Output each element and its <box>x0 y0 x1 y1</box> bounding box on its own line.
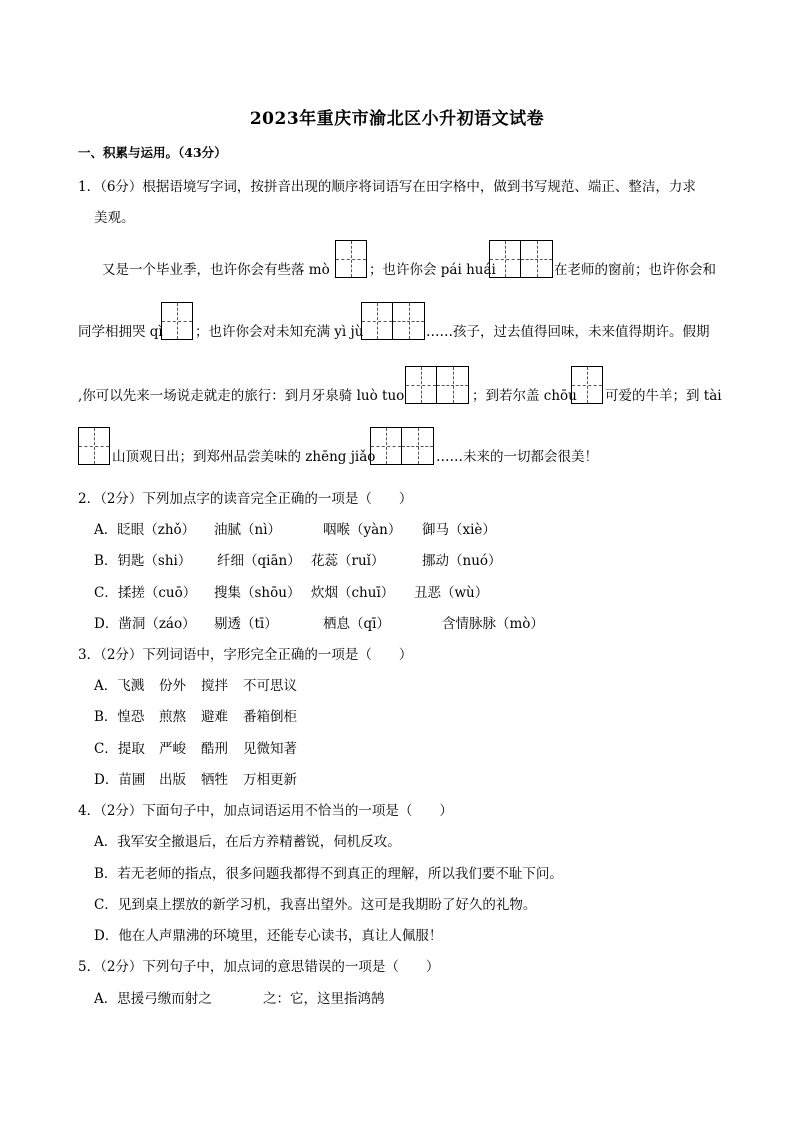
section-heading: 一、积累与运用。（43分） <box>78 145 227 160</box>
page-title: 2023年重庆市渝北区小升初语文试卷 <box>249 109 545 129</box>
q1-row3-text-1: ,你可以先来一场说走就走的旅行：到月牙泉骑 luò tuo <box>78 388 405 404</box>
answer-grid-luotuo[interactable] <box>405 366 469 404</box>
q3-option-b: B．惶恐 <box>94 709 145 725</box>
q2-option-c-2: 搜集（shōu） <box>214 585 301 601</box>
tianzige-cell[interactable] <box>161 302 193 340</box>
answer-grid-paihuai[interactable] <box>489 240 553 278</box>
answer-grid-tai[interactable] <box>78 427 110 465</box>
q1-stem: 1．（6分）根据语境写字词，按拼音出现的顺序将词语写在田字格中，做到书写规范、端正、整洁，力求 <box>78 179 696 195</box>
tianzige-cell[interactable] <box>78 427 110 465</box>
tianzige-cell[interactable] <box>521 240 553 278</box>
tianzige-cell[interactable] <box>393 302 425 340</box>
q3-option-c-4: 见微知著 <box>243 741 297 757</box>
q4-option-c: C．见到桌上摆放的新学习机，我喜出望外。这可是我期盼了好久的礼物。 <box>94 897 537 913</box>
q2-option-d-3: 栖息（qī） <box>323 616 390 632</box>
q5-option-a-gloss: 之：它，这里指鸿鹄 <box>263 991 385 1007</box>
q3-option-b-2: 煎熬 <box>159 709 186 725</box>
q2-stem: 2．（2分）下列加点字的读音完全正确的一项是（ ） <box>78 491 413 507</box>
q1-row4-text-1: 山顶观日出；到郑州品尝美味的 zhēng jiǎo <box>112 449 376 465</box>
q1-row4-text-2: ……未来的一切都会很美！ <box>436 449 598 465</box>
q3-option-a-4: 不可思议 <box>243 678 297 694</box>
q2-option-c: C．揉搓（cuō） <box>94 585 197 601</box>
q1-row3-text-2: ；到若尔盖 chōu <box>472 388 577 404</box>
q1-row1-text-3: 在老师的窗前；也许你会和 <box>554 262 716 278</box>
q1-row3-text-3: 可爱的牛羊；到 tài <box>605 388 722 404</box>
answer-grid-chou[interactable] <box>571 366 603 404</box>
q4-stem: 4．（2分）下面句子中，加点词语运用不恰当的一项是（ ） <box>78 803 453 819</box>
q3-option-a: A．飞溅 <box>94 678 145 694</box>
q2-option-a-3: 咽喉（yàn） <box>323 522 402 538</box>
q2-option-b-3: 花蕊（ruǐ） <box>311 553 385 569</box>
tianzige-cell[interactable] <box>370 427 402 465</box>
tianzige-cell[interactable] <box>571 366 603 404</box>
q3-option-c-3: 酷刑 <box>201 741 228 757</box>
q3-stem: 3．（2分）下列词语中，字形完全正确的一项是（ ） <box>78 647 413 663</box>
q1-row2-text-2: ；也许你会对未知充满 yì jù <box>195 324 364 340</box>
q3-option-d-4: 万相更新 <box>243 772 297 788</box>
q3-option-d: D．苗圃 <box>94 772 146 788</box>
q2-option-b: B．钥匙（shi） <box>94 553 192 569</box>
q3-option-c: C．提取 <box>94 741 145 757</box>
answer-grid-yiju[interactable] <box>361 302 425 340</box>
q5-option-a: A．思援弓缴而射之 <box>94 991 212 1007</box>
answer-grid-zhengjiao[interactable] <box>370 427 434 465</box>
q3-option-d-3: 牺牲 <box>201 772 228 788</box>
tianzige-cell[interactable] <box>437 366 469 404</box>
tianzige-cell[interactable] <box>402 427 434 465</box>
q1-row-1 <box>78 240 738 282</box>
q1-row-4 <box>78 427 738 469</box>
q2-option-b-4: 挪动（nuó） <box>422 553 502 569</box>
q2-option-b-2: 纤细（qiān） <box>217 553 301 569</box>
q3-option-a-2: 份外 <box>159 678 186 694</box>
q1-stem-cont: 美观。 <box>94 210 135 226</box>
q1-row1-text-2: ；也许你会 pái huái <box>369 262 496 278</box>
tianzige-cell[interactable] <box>489 240 521 278</box>
q2-option-c-4: 丑恶（wù） <box>414 585 489 601</box>
q2-option-a: A．眨眼（zhǒ） <box>94 522 196 538</box>
q2-option-d: D．凿洞（záo） <box>94 616 196 632</box>
q1-row2-text-3: ……孩子，过去值得回味，未来值得期许。假期 <box>426 324 710 340</box>
q3-option-b-3: 避难 <box>201 709 228 725</box>
q2-option-c-3: 炊烟（chuī） <box>311 585 395 601</box>
q4-option-d: D．他在人声鼎沸的环境里，还能专心读书，真让人佩服！ <box>94 928 443 944</box>
q1-row-2 <box>78 302 738 344</box>
answer-grid-qi[interactable] <box>161 302 193 340</box>
q4-option-b: B．若无老师的指点，很多问题我都得不到真正的理解，所以我们要不耻下问。 <box>94 866 563 882</box>
answer-grid-mo[interactable] <box>335 240 367 278</box>
q3-option-a-3: 搅拌 <box>201 678 228 694</box>
q2-option-d-2: 剔透（tī） <box>214 616 278 632</box>
tianzige-cell[interactable] <box>335 240 367 278</box>
q3-option-b-4: 番箱倒柜 <box>243 709 297 725</box>
q5-stem: 5．（2分）下列句子中，加点词的意思错误的一项是（ ） <box>78 959 440 975</box>
tianzige-cell[interactable] <box>405 366 437 404</box>
tianzige-cell[interactable] <box>361 302 393 340</box>
q2-option-a-4: 御马（xiè） <box>422 522 496 538</box>
q2-option-a-2: 油腻（nì） <box>214 522 282 538</box>
q1-row-3 <box>78 366 738 408</box>
q2-option-d-4: 含情脉脉（mò） <box>442 616 544 632</box>
q1-row1-text-1: 又是一个毕业季，也许你会有些落 mò <box>102 262 330 278</box>
q3-option-c-2: 严峻 <box>159 741 186 757</box>
q3-option-d-2: 出版 <box>159 772 186 788</box>
q4-option-a: A．我军安全撤退后，在后方养精蓄锐，伺机反攻。 <box>94 834 401 850</box>
q1-row2-text-1: 同学相拥哭 qì <box>78 324 163 340</box>
